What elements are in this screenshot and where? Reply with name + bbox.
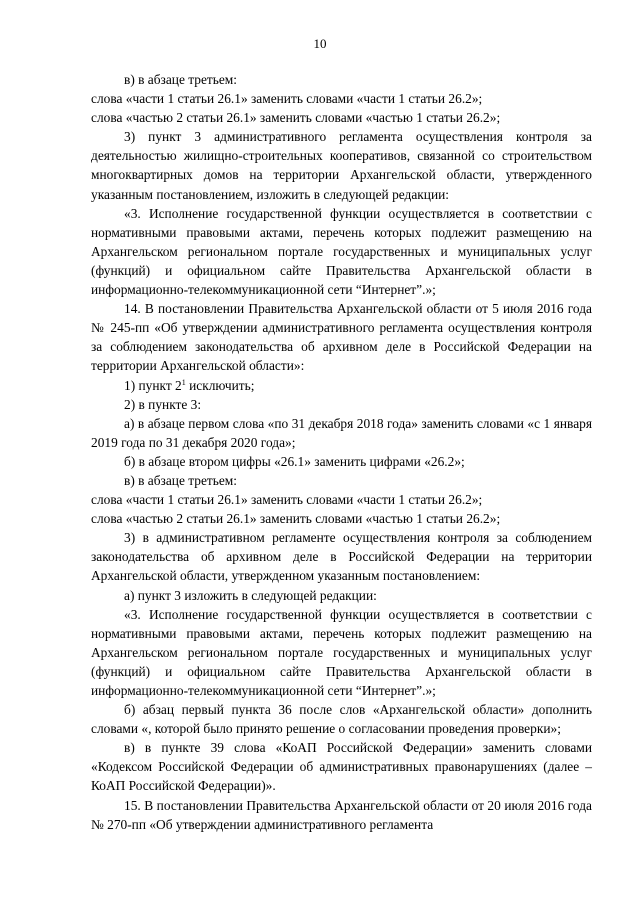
paragraph: б) в абзаце втором цифры «26.1» заменить цифрами «26.2»;: [124, 453, 465, 469]
paragraph: «3. Исполнение государственной функции осуществляется в соответствии с нормативными правовыми актами, перечень которых подлежит размещению на Архангельском региональном портале государственных и муниципальных услуг (функций) и официальном сайте Правительства Архангельской области в информационно-телекоммуникационной сети “Интернет”.»;: [91, 205, 592, 298]
superscript: 1: [181, 377, 186, 387]
paragraph: а) пункт 3 изложить в следующей редакции:: [124, 587, 377, 603]
paragraph: слова «части 1 статьи 26.1» заменить словами «части 1 статьи 26.2»;: [91, 91, 483, 107]
paragraph: в) в пункте 39 слова «КоАП Российской Федерации» заменить словами «Кодексом Российской Федерации об административных правонарушениях (далее – КоАП Российской Федерации)».: [91, 740, 592, 794]
paragraph: 14. В постановлении Правительства Архангельской области от 5 июля 2016 года № 245-пп «Об утверждении административного регламента осуществления контроля за соблюдением законодательства об архивном деле в Российской Федерации на территории Архангельской области»:: [91, 301, 592, 374]
paragraph: в) в абзаце третьем:: [124, 472, 237, 488]
paragraph-text: исключить;: [185, 377, 255, 393]
document-body: [91, 70, 592, 834]
paragraph: а) в абзаце первом слова «по 31 декабря 2018 года» заменить словами «с 1 января 2019 года по 31 декабря 2020 года»;: [91, 415, 592, 450]
paragraph: слова «частью 2 статьи 26.1» заменить словами «частью 1 статьи 26.2»;: [91, 110, 501, 126]
paragraph: 2) в пункте 3:: [124, 396, 202, 412]
paragraph: «3. Исполнение государственной функции осуществляется в соответствии с нормативными правовыми актами, перечень которых подлежит размещению на Архангельском региональном портале государственных и муниципальных услуг (функций) и официальном сайте Правительства Архангельской области в информационно-телекоммуникационной сети “Интернет”.»;: [91, 606, 592, 698]
paragraph: 3) в административном регламенте осуществления контроля за соблюдением законодательства об архивном деле в Российской Федерации на территории Архангельской области, утвержденном указанным постановлением:: [91, 530, 592, 584]
paragraph: [91, 376, 592, 395]
paragraph-text: 1) пункт 2: [124, 377, 182, 393]
page-number: 10: [313, 36, 327, 51]
paragraph: 15. В постановлении Правительства Архангельской области от 20 июля 2016 года № 270-пп «Об утверждении административного регламента: [91, 797, 592, 832]
paragraph: 3) пункт 3 административного регламента осуществления контроля за деятельностью жилищно-строительных кооперативов, связанной со строительством многоквартирных домов на территории Архангельской области, утвержденного указанным постановлением, изложить в следующей редакции:: [91, 129, 592, 202]
paragraph: в) в абзаце третьем:: [124, 72, 237, 87]
paragraph: слова «частью 2 статьи 26.1» заменить словами «частью 1 статьи 26.2»;: [91, 511, 501, 527]
paragraph: б) абзац первый пункта 36 после слов «Архангельской области» дополнить словами «, которой было принято решение о согласовании проведения проверки»;: [91, 702, 592, 737]
paragraph: слова «части 1 статьи 26.1» заменить словами «части 1 статьи 26.2»;: [91, 492, 483, 508]
